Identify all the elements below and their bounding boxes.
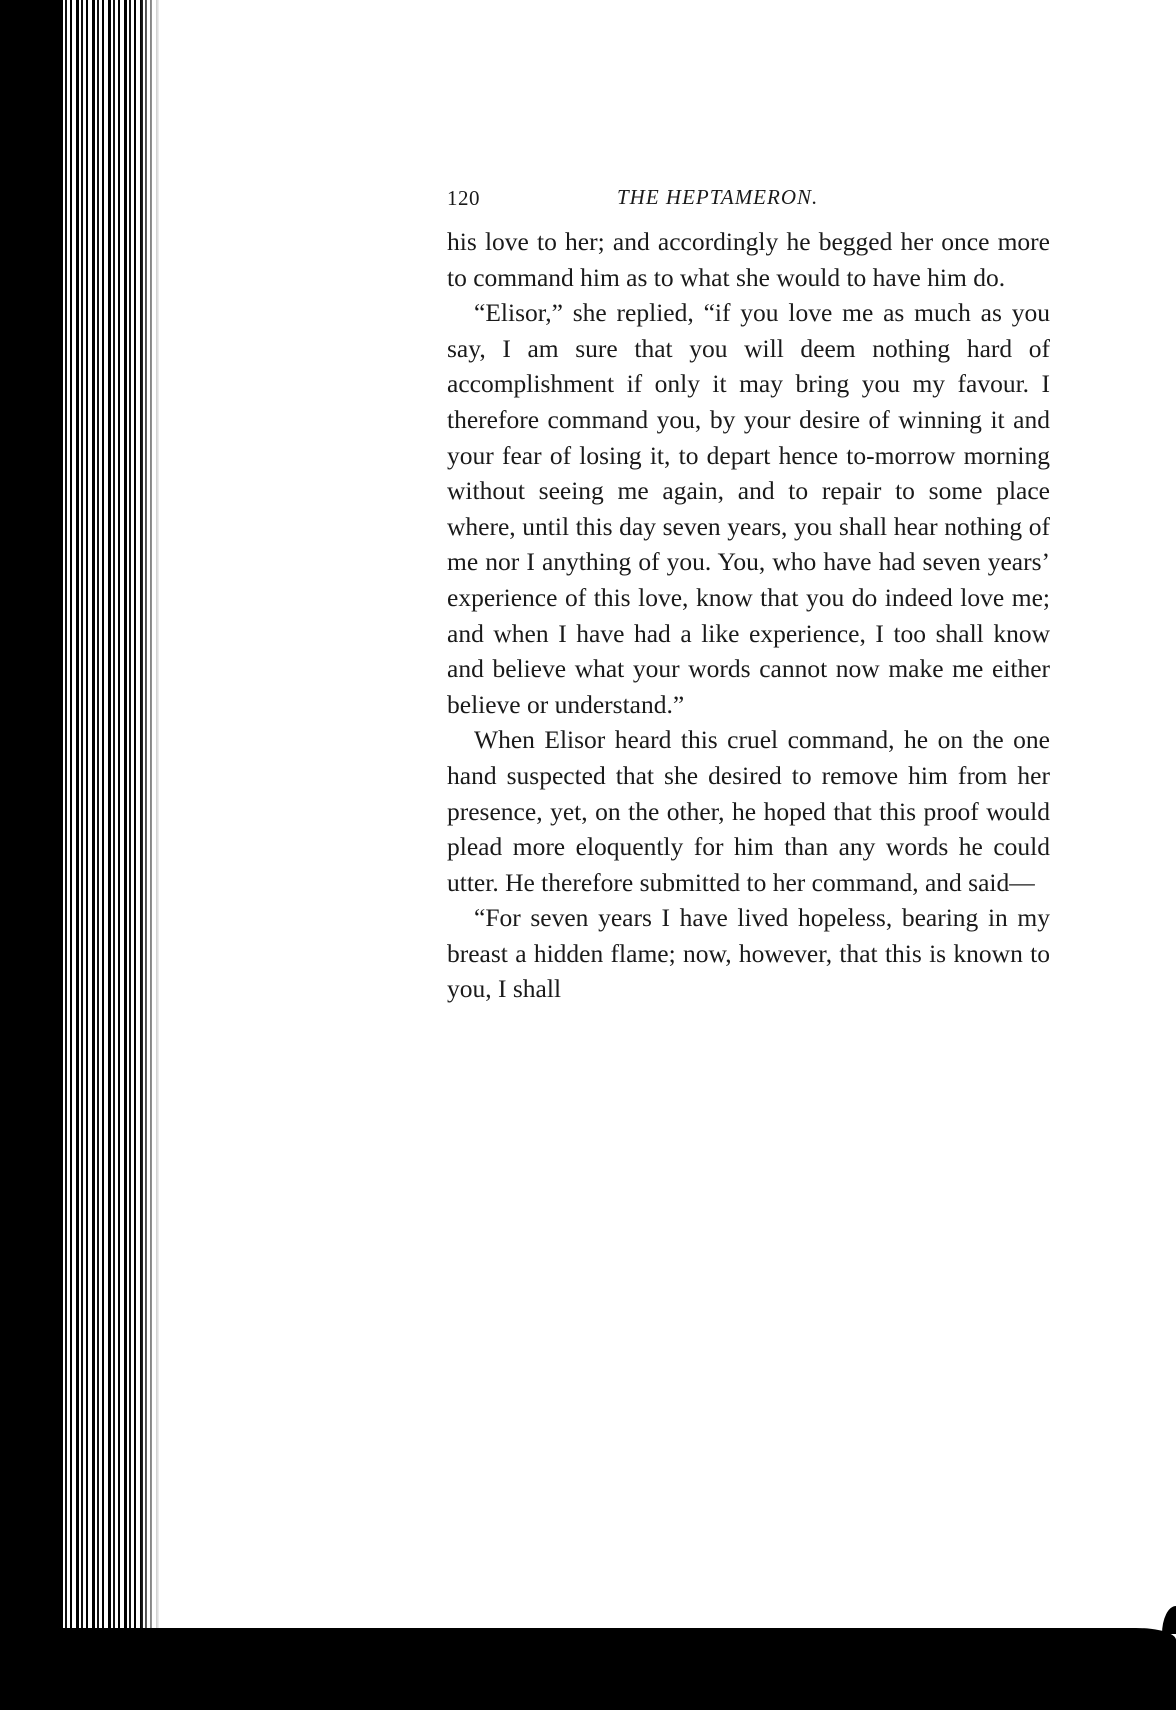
page-bottom-edge [0, 1628, 1176, 1710]
paragraph: When Elisor heard this cruel command, he on the one hand suspected that she desired to remove him from her presence, yet, on the other, he hoped that this proof would plead more eloquently for him than any words he could utter. He therefore submitted to her command, and said— [447, 725, 1050, 897]
paragraph: “For seven years I have lived hopeless, bearing in my breast a hidden flame; now, however, that this is known to you, I shall [447, 903, 1050, 1004]
paragraph-continuation: his love to her; and accordingly he begged her once more to command him as to what she would to have him do. [447, 227, 1050, 292]
book-page [447, 182, 1050, 1007]
binding-shadow [0, 0, 60, 1710]
running-head [447, 182, 1050, 212]
page-number: 120 [447, 186, 480, 210]
book-binding-edge [0, 0, 160, 1710]
body-text [447, 224, 1050, 1007]
running-title: THE HEPTAMERON. [617, 185, 819, 209]
page-corner-curl [1162, 1606, 1176, 1634]
binding-fade [140, 0, 160, 1710]
paragraph: “Elisor,” she replied, “if you love me as much as you say, I am sure that you will deem nothing hard of accomplishment if only it may bring you my favour. I therefore command you, by your desire of winning it and your fear of losing it, to depart hence to-morrow morning without seeing me again, and to repair to some place where, until this day seven years, you shall hear nothing of me nor I anything of you. You, who have had seven years’ experience of this love, know that you do indeed love me; and when I have had a like experience, I too shall know and believe what your words cannot now make me either believe or understand.” [447, 298, 1050, 719]
